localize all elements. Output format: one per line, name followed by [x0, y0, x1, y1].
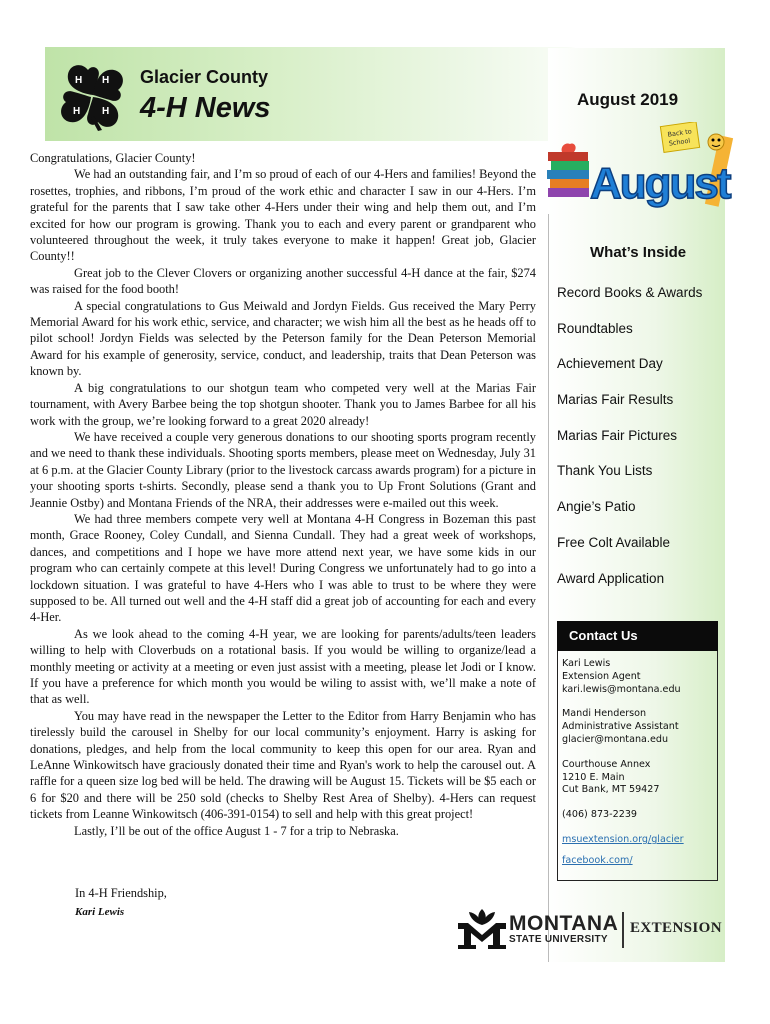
inside-item-free-colt[interactable]: Free Colt Available — [557, 534, 671, 550]
newsletter-title: 4-H News — [140, 92, 271, 124]
inside-item-record-books[interactable]: Record Books & Awards — [557, 285, 703, 300]
signature: Kari Lewis — [75, 906, 125, 918]
letter-paragraph: A big congratulations to our shotgun team who competed very well at the Marias Fair tournament, with Avery Barbee being the top shotgun shooter. Thank you to James Barbee for all his work with the group, we’re looking forward to a great 2020 already! — [30, 380, 536, 428]
logo-divider — [622, 912, 624, 948]
address-line: 1210 E. Main — [562, 771, 625, 783]
msu-wordmark — [509, 913, 618, 946]
contact-phone: (406) 873-2239 — [562, 809, 638, 821]
letter-paragraph: Lastly, I’ll be out of the office August 1 - 7 for a trip to Nebraska. — [74, 823, 399, 838]
msu-name-line2: STATE UNIVERSITY — [509, 934, 608, 945]
contact-email[interactable]: kari.lewis@montana.edu — [562, 683, 681, 695]
letter-paragraph: You may have read in the newspaper the Letter to the Editor from Harry Benjamin who has tirelessly build the carousel in Shelby for our local community’s enjoyment. Harry is asking for donations, pledges, and help from the local community to keep this open for our area. Ryan and LeAnne Winkowitsch have graciously donated their time and Ryan's work to help the carousel out. A raffle for a queen size log bed will be held. The drawing will be August 15. Tickets will be $5 each or 6 for $20 and there will be 250 sold (checks to Shelby Rest Area of Shelby). 4-Hers can request tickets from Leanne Winkowitsch (406-391-0154) to sell and help with this great project! — [30, 708, 536, 822]
svg-text:H: H — [73, 106, 81, 117]
website-link[interactable]: msuextension.org/glacier — [562, 833, 684, 845]
contact-person-2 — [562, 708, 717, 746]
address-line: Cut Bank, MT 59427 — [562, 784, 660, 796]
contact-role: Extension Agent — [562, 670, 641, 682]
letter-paragraph: We had an outstanding fair, and I’m so proud of each of our 4-Hers and families! Beyond the rosettes, trophies, and ribbons, I’m proud of the work ethic and character I saw in our 4-Hers. I’m grateful for the parents that I saw take other 4-Hers under their wing and help them out, and I’m excited for how our program is growing. Thank you to each and every parent or grandparent who volunteered throughout the week, it truly takes everyone to make it happen! Great job, Glacier County!! — [30, 167, 536, 264]
back-to-school-sign — [660, 122, 699, 152]
august-clipart — [544, 122, 734, 212]
inside-item-fair-pictures[interactable]: Marias Fair Pictures — [557, 427, 678, 443]
inside-item-award-application[interactable]: Award Application — [557, 570, 665, 586]
inside-item-fair-results[interactable]: Marias Fair Results — [557, 392, 674, 408]
letter-closing: In 4-H Friendship, — [75, 886, 167, 900]
issue-date: August 2019 — [577, 90, 679, 109]
header-banner — [45, 47, 625, 141]
whats-inside-list — [557, 285, 702, 606]
letter-greeting: Congratulations, Glacier County! — [30, 151, 196, 165]
4h-clover-icon — [58, 60, 128, 132]
inside-item-angies-patio[interactable]: Angie’s Patio — [557, 499, 636, 515]
contact-box — [557, 651, 718, 881]
books-icon — [547, 143, 589, 197]
letter-paragraph: A special congratulations to Gus Meiwald and Jordyn Fields. Gus received the Mary Perry Memorial Award for his work ethic, service, and character; we wish him all the best as he heads off to pilot school! Jordyn Fields was selected by the Peterson family for the Dean Peterson Memorial Award for his example of generosity, service, conduct, and leadership, traits that Dean Peterson was known by. — [30, 298, 536, 379]
letter-paragraph: As we look ahead to the coming 4-H year, we are looking for parents/adults/teen leaders willing to help with Cloverbuds on a rotational basis. If you would be willing to organize/lead a monthly meeting or activity at a meeting or even just assist with a meeting, please let Jodi or I know. If you have a preference for which month you would be wiling to assist with, we’ll make a note of that as well. — [30, 626, 536, 707]
letter-paragraph: Great job to the Clever Clovers or organizing another successful 4-H dance at the fair, $274 was raised for the food booth! — [30, 265, 536, 297]
msu-logo-icon — [458, 909, 506, 949]
contact-person-1 — [562, 658, 717, 696]
contact-name: Mandi Henderson — [562, 708, 647, 720]
letter-body — [30, 150, 536, 839]
facebook-link[interactable]: facebook.com/ — [562, 854, 633, 866]
august-word: August — [590, 159, 730, 208]
extension-wordmark: EXTENSION — [630, 920, 722, 936]
contact-heading: Contact Us — [557, 621, 718, 651]
contact-address — [562, 759, 717, 797]
county-name: Glacier County — [140, 67, 269, 87]
svg-text:H: H — [75, 75, 83, 86]
sign-line-1: Back to — [667, 127, 693, 139]
letter-paragraph: We have received a couple very generous donations to our shooting sports program recently and we need to thank these individuals. Shooting sports members, please meet on Wednesday, July 31 at 6 p.m. at the Glacier County Library (prior to the livestock carcass awards program) for a picture in your shooting sports t-shirts. Secondly, please send a thank you to Up Front Solutions (Grant and Jeannie Ostby) and Montana Friends of the NRA, their addresses were e-mailed out this week. — [30, 429, 536, 510]
inside-item-achievement-day[interactable]: Achievement Day — [557, 356, 663, 372]
sign-line-2: School — [668, 136, 691, 148]
svg-text:H: H — [102, 75, 110, 86]
svg-text:H: H — [102, 106, 110, 117]
contact-email[interactable]: glacier@montana.edu — [562, 733, 669, 745]
contact-name: Kari Lewis — [562, 658, 611, 669]
whats-inside-title: What’s Inside — [590, 244, 687, 261]
contact-role: Administrative Assistant — [562, 721, 679, 733]
letter-paragraph: We had three members compete very well at Montana 4-H Congress in Bozeman this past month, Grace Rooney, Coley Cundall, and Sienna Cundall. They had a great week of workshops, dances, and competitions and I hope we have more attend next year, we have some kids in our program who can certainly compete at this level! During Congress we unfortunately had to go into a lockdown situation. I was grateful to have 4-Hers who I was able to trust to be where they were supposed to be. All turned out well and the 4-H staff did a great job of accounting for each and every 4-Her. — [30, 511, 536, 625]
address-line: Courthouse Annex — [562, 758, 651, 770]
inside-item-roundtables[interactable]: Roundtables — [557, 320, 633, 336]
inside-item-thank-you-lists[interactable]: Thank You Lists — [557, 463, 653, 479]
column-divider — [548, 214, 549, 962]
msu-name-line1: MONTANA — [509, 912, 619, 935]
